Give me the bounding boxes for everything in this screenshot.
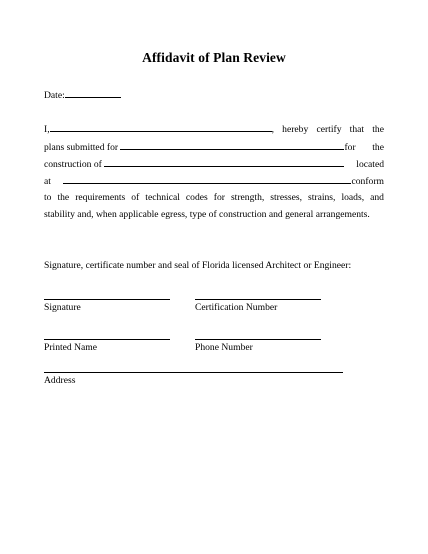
cert-word: for [213,192,225,203]
cert-word: hereby [282,124,309,135]
cert-word: of [131,192,140,203]
cert-line-4-rest: conform [63,174,384,188]
address-line[interactable] [44,372,343,373]
certification-number-label: Certification Number [195,302,278,313]
cert-line-3 [44,157,384,171]
cert-line-4 [44,174,384,188]
cert-line-5 [44,192,384,204]
cert-line-4-prefix: at [44,176,51,187]
certifier-name-blank[interactable] [50,122,272,132]
cert-word: the [57,192,70,203]
certification-number-line[interactable] [195,299,321,300]
phone-number-line[interactable] [195,339,321,340]
printed-name-label: Printed Name [44,342,98,353]
construction-of-blank[interactable] [104,157,344,167]
date-line [44,88,121,102]
phone-number-label: Phone Number [195,342,253,353]
cert-line-2 [44,140,384,154]
signature-line[interactable] [44,299,170,300]
cert-word: technical [145,192,180,203]
location-blank[interactable] [63,174,351,184]
cert-word: codes [185,192,208,203]
cert-line-3-prefix: construction of [44,157,344,171]
cert-line-2-prefix: plans submitted for for [44,142,356,153]
cert-line-6: stability and, when applicable egress, type of construction and general arrangements. [44,209,370,220]
signature-instruction: Signature, certificate number and seal of Florida licensed Architect or Engineer: [44,260,352,271]
address-label: Address [44,375,76,386]
cert-word: and [370,192,384,203]
date-blank[interactable] [65,88,121,98]
submitted-for-blank[interactable] [120,140,344,150]
printed-name-line[interactable] [44,339,170,340]
cert-word: requirements [75,192,126,203]
cert-word: located [356,159,384,170]
date-label: Date: [44,90,65,101]
cert-word: the [372,142,384,153]
cert-word: the [372,124,384,135]
cert-word: strength, [230,192,265,203]
cert-word: to [44,192,52,203]
cert-word: strains, [307,192,336,203]
cert-word: loads, [341,192,365,203]
document-title: Affidavit of Plan Review [142,50,286,65]
cert-word: that [349,124,365,135]
cert-line-1 [44,122,384,136]
cert-word: stresses, [270,192,302,203]
signature-label: Signature [44,302,81,313]
cert-line-1-prefix: I, , [44,124,274,135]
cert-word: certify [316,124,342,135]
